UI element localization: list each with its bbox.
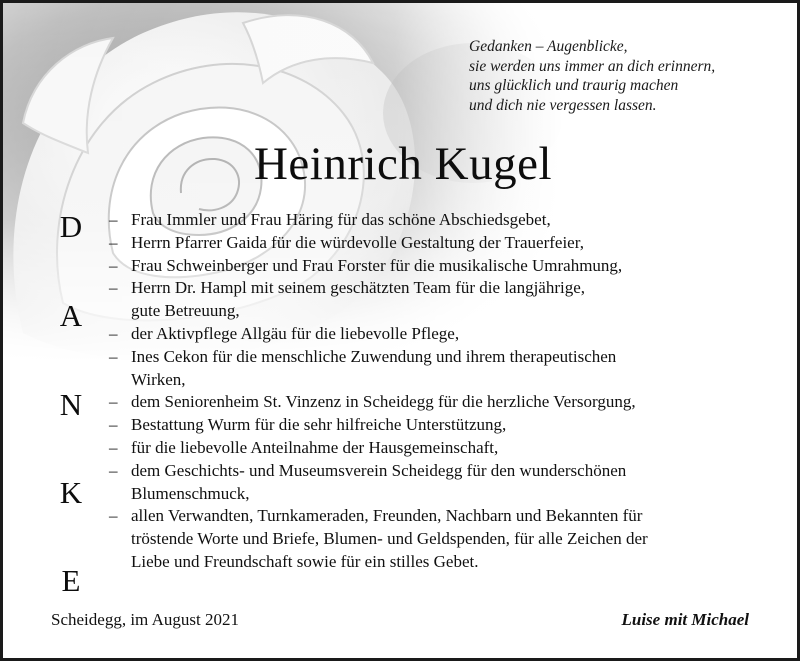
- dash-bullet: –: [109, 278, 118, 298]
- thanks-item: [109, 391, 779, 414]
- danke-vertical-word: [51, 209, 91, 601]
- thanks-item: [109, 323, 779, 346]
- dash-bullet: –: [109, 506, 118, 526]
- thanks-line: der Aktivpflege Allgäu für die liebevolle Pflege,: [131, 323, 460, 343]
- thanks-line: Ines Cekon für die menschliche Zuwendung und ihrem therapeutischen: [131, 346, 617, 366]
- dash-bullet: –: [109, 437, 118, 457]
- poem-line: sie werden uns immer an dich erinnern,: [469, 57, 716, 75]
- thanks-item: [109, 437, 779, 460]
- thanks-item: [109, 232, 779, 255]
- thanks-line: Frau Immler und Frau Häring für das schöne Abschiedsgebet,: [131, 210, 551, 229]
- thanks-item: [109, 414, 779, 437]
- deceased-name: Heinrich Kugel: [253, 138, 553, 190]
- danke-letter: N: [59, 387, 83, 422]
- thanks-line: Bestattung Wurm für die sehr hilfreiche Unterstützung,: [131, 415, 507, 435]
- dash-bullet: –: [109, 415, 118, 435]
- thanks-line: Herrn Dr. Hampl mit seinem geschätzten Team für die langjährige,: [131, 278, 586, 298]
- thanks-line: Herrn Pfarrer Gaida für die würdevolle Gestaltung der Trauerfeier,: [131, 232, 584, 252]
- thanks-line: gute Betreuung,: [131, 301, 240, 321]
- dash-bullet: –: [109, 346, 118, 366]
- danke-letter: A: [59, 298, 83, 333]
- thanks-line: für die liebevolle Anteilnahme der Hausgemeinschaft,: [131, 437, 499, 457]
- danke-letter: E: [61, 563, 81, 598]
- poem-line: Gedanken – Augenblicke,: [469, 38, 628, 55]
- dash-bullet: –: [109, 232, 118, 252]
- poem-line: uns glücklich und traurig machen: [469, 77, 679, 94]
- thanks-item: [109, 505, 779, 573]
- thanks-line: Liebe und Freundschaft sowie für ein stilles Gebet.: [131, 551, 479, 571]
- thanks-line: dem Seniorenheim St. Vinzenz in Scheidegg für die herzliche Versorgung,: [131, 392, 636, 412]
- dash-bullet: –: [109, 323, 118, 343]
- dash-bullet: –: [109, 255, 118, 275]
- thanks-line: Blumenschmuck,: [131, 483, 250, 503]
- thanks-line: allen Verwandten, Turnkameraden, Freunden, Nachbarn und Bekannten für: [131, 506, 643, 526]
- poem-line: und dich nie vergessen lassen.: [469, 96, 657, 114]
- danke-letter: K: [59, 475, 83, 510]
- thanks-item: [109, 209, 779, 232]
- dash-bullet: –: [109, 460, 118, 480]
- danke-letter: D: [59, 209, 83, 244]
- thanks-item: [109, 460, 779, 506]
- thanks-item: [109, 346, 779, 392]
- thanks-line: dem Geschichts- und Museumsverein Scheidegg für den wunderschönen: [131, 460, 627, 480]
- memorial-poem: [469, 37, 789, 115]
- thanks-line: tröstende Worte und Briefe, Blumen- und Geldspenden, für alle Zeichen der: [131, 529, 648, 549]
- thanks-list: [109, 209, 779, 574]
- dash-bullet: –: [109, 392, 118, 412]
- thanks-item: [109, 255, 779, 278]
- thanks-line: Frau Schweinberger und Frau Forster für die musikalische Umrahmung,: [131, 255, 623, 275]
- thanks-line: Wirken,: [131, 369, 186, 389]
- dash-bullet: –: [109, 210, 118, 229]
- place-and-date: Scheidegg, im August 2021: [51, 610, 239, 629]
- signature: Luise mit Michael: [621, 610, 749, 629]
- thanks-item: [109, 277, 779, 323]
